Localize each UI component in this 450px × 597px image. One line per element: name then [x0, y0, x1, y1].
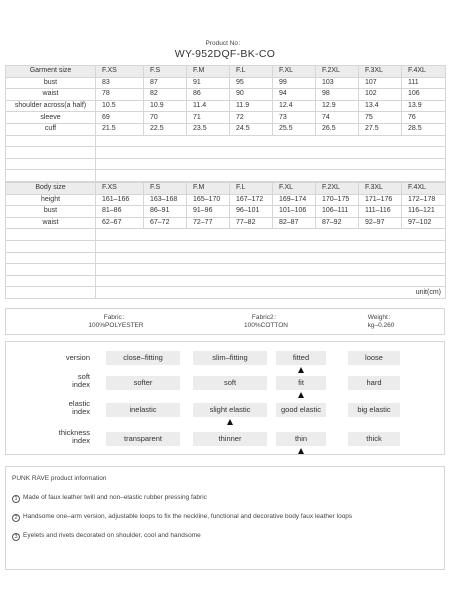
item-number-badge: 3	[12, 533, 20, 541]
size-header-cell: F.XL	[273, 66, 316, 78]
version-option-2: slim–fitting	[193, 351, 267, 365]
measure-value-cell: 96–101	[230, 206, 273, 218]
measure-value-cell: 97–102	[402, 217, 446, 229]
measure-value-cell: 78	[96, 89, 144, 101]
elastic-option-2: slight elastic	[193, 403, 267, 417]
measure-value-cell: 106	[402, 89, 446, 101]
empty-cell	[6, 229, 96, 241]
table-row	[6, 217, 446, 229]
fabric1-label: Fabric：	[103, 314, 129, 321]
thickness-option-2: thinner	[193, 432, 267, 446]
measure-value-cell: 99	[273, 77, 316, 89]
measure-value-cell: 111–116	[359, 206, 402, 218]
measure-value-cell: 67–72	[144, 217, 187, 229]
measure-value-cell: 98	[316, 89, 359, 101]
empty-table-row	[6, 147, 446, 159]
measure-value-cell: 91	[187, 77, 230, 89]
empty-cell	[96, 135, 446, 147]
empty-table-row	[6, 229, 446, 241]
measure-value-cell: 72	[230, 112, 273, 124]
measure-value-cell: 74	[316, 112, 359, 124]
measure-label-cell: cuff	[6, 123, 96, 135]
empty-cell	[96, 264, 446, 276]
table-title-cell: Garment size	[6, 66, 96, 78]
measure-value-cell: 165–170	[187, 194, 230, 206]
measure-value-cell: 81–86	[96, 206, 144, 218]
measure-value-cell: 25.5	[273, 123, 316, 135]
measure-value-cell: 92–97	[359, 217, 402, 229]
measure-value-cell: 169–174	[273, 194, 316, 206]
measure-value-cell: 69	[96, 112, 144, 124]
measure-value-cell: 91–96	[187, 206, 230, 218]
item-number-badge: 2	[12, 514, 20, 522]
empty-cell	[96, 240, 446, 252]
table-row	[6, 123, 446, 135]
empty-cell	[96, 229, 446, 241]
empty-cell	[96, 275, 446, 287]
measure-value-cell: 95	[230, 77, 273, 89]
measure-value-cell: 163–168	[144, 194, 187, 206]
measure-label-cell: height	[6, 194, 96, 206]
fabric2-label: Fabric2：	[251, 314, 281, 321]
soft-index-row	[6, 372, 446, 390]
product-code: WY-952DQF-BK-CO	[174, 48, 276, 60]
soft-option-3: fit	[276, 376, 326, 390]
measure-value-cell: 161–166	[96, 194, 144, 206]
empty-table-row	[6, 170, 446, 182]
empty-cell	[96, 147, 446, 159]
measure-value-cell: 13.9	[402, 100, 446, 112]
empty-table-row	[6, 287, 446, 299]
size-header-cell: F.XS	[96, 183, 144, 195]
measure-value-cell: 86	[187, 89, 230, 101]
empty-cell	[96, 252, 446, 264]
fabric1-value: 100%POLYESTER	[88, 322, 144, 329]
measure-value-cell: 86–91	[144, 206, 187, 218]
info-title: PUNK RAVE product information	[12, 475, 107, 482]
empty-cell	[6, 275, 96, 287]
measure-label-cell: sleeve	[6, 112, 96, 124]
size-header-cell: F.3XL	[359, 183, 402, 195]
table-row	[6, 112, 446, 124]
measure-value-cell: 12.4	[273, 100, 316, 112]
weight-info	[311, 314, 450, 330]
measure-value-cell: 11.4	[187, 100, 230, 112]
empty-cell	[96, 158, 446, 170]
soft-option-4: hard	[348, 376, 400, 390]
measure-value-cell: 75	[359, 112, 402, 124]
measure-value-cell: 13.4	[359, 100, 402, 112]
table-header-row	[6, 183, 446, 195]
empty-table-row	[6, 240, 446, 252]
item-number-badge: 1	[12, 495, 20, 503]
selected-indicator-icon	[227, 419, 233, 425]
garment-size-table	[5, 65, 446, 182]
empty-cell	[6, 135, 96, 147]
table-row	[6, 77, 446, 89]
elastic-index-label-line1: elastic	[68, 399, 90, 408]
measure-value-cell: 10.5	[96, 100, 144, 112]
version-option-3: fitted	[276, 351, 326, 365]
measure-value-cell: 106–111	[316, 206, 359, 218]
measure-value-cell: 23.5	[187, 123, 230, 135]
thickness-option-3: thin	[276, 432, 326, 446]
version-row	[6, 351, 446, 365]
measure-value-cell: 90	[230, 89, 273, 101]
measure-value-cell: 103	[316, 77, 359, 89]
unit-label: unit(cm)	[96, 287, 446, 299]
measure-value-cell: 94	[273, 89, 316, 101]
weight-value: kg–0.260	[367, 322, 395, 329]
thickness-option-1: transparent	[106, 432, 180, 446]
measure-value-cell: 82	[144, 89, 187, 101]
measure-value-cell: 28.5	[402, 123, 446, 135]
measure-value-cell: 62–67	[96, 217, 144, 229]
size-header-cell: F.XL	[273, 183, 316, 195]
size-header-cell: F.3XL	[359, 66, 402, 78]
info-item-text: Eyelets and rivets decorated on shoulder, cool and handsome	[23, 532, 201, 539]
empty-cell	[6, 147, 96, 159]
product-number-label: Product No：	[205, 40, 245, 47]
measure-value-cell: 21.5	[96, 123, 144, 135]
size-header-cell: F.4XL	[402, 183, 446, 195]
soft-index-label-line1: soft	[77, 372, 90, 381]
empty-cell	[96, 170, 446, 182]
measure-value-cell: 24.5	[230, 123, 273, 135]
info-item-text: Handsome one–arm version, adjustable loops to fix the neckline, functional and decorative body faux leather loops	[23, 513, 353, 520]
table-header-row	[6, 66, 446, 78]
measure-value-cell: 87	[144, 77, 187, 89]
body-size-table	[5, 182, 446, 299]
info-item-text: Made of faux leather twill and non–elastic rubber pressing fabric	[23, 494, 207, 501]
size-header-cell: F.M	[187, 66, 230, 78]
measure-value-cell: 83	[96, 77, 144, 89]
soft-index-label-line2: index	[72, 380, 90, 389]
size-header-cell: F.S	[144, 66, 187, 78]
table-row	[6, 89, 446, 101]
thickness-index-label-line1: thickness	[58, 428, 90, 437]
size-header-cell: F.L	[230, 183, 273, 195]
table-row	[6, 100, 446, 112]
weight-label: Weight：	[367, 314, 395, 321]
version-option-4: loose	[348, 351, 400, 365]
table-row	[6, 194, 446, 206]
measure-value-cell: 77–82	[230, 217, 273, 229]
elastic-option-3: good elastic	[276, 403, 326, 417]
empty-cell	[6, 252, 96, 264]
version-option-1: close–fitting	[106, 351, 180, 365]
measure-label-cell: bust	[6, 77, 96, 89]
elastic-index-row	[6, 399, 446, 417]
measure-value-cell: 170–175	[316, 194, 359, 206]
fit-properties-panel	[5, 341, 445, 455]
empty-table-row	[6, 264, 446, 276]
measure-value-cell: 26.5	[316, 123, 359, 135]
empty-table-row	[6, 135, 446, 147]
table-title-cell: Body size	[6, 183, 96, 195]
measure-label-cell: waist	[6, 89, 96, 101]
elastic-option-4: big elastic	[348, 403, 400, 417]
empty-cell	[6, 287, 96, 299]
measure-value-cell: 172–178	[402, 194, 446, 206]
selected-indicator-icon	[298, 367, 304, 373]
size-header-cell: F.L	[230, 66, 273, 78]
info-item-1	[12, 494, 207, 503]
version-label: version	[65, 353, 90, 362]
elastic-index-label-line2: index	[72, 407, 90, 416]
measure-value-cell: 71	[187, 112, 230, 124]
thickness-option-4: thick	[348, 432, 400, 446]
size-header-cell: F.2XL	[316, 183, 359, 195]
size-header-cell: F.4XL	[402, 66, 446, 78]
measure-value-cell: 70	[144, 112, 187, 124]
info-item-3	[12, 532, 201, 541]
selected-indicator-icon	[298, 448, 304, 454]
measure-value-cell: 101–106	[273, 206, 316, 218]
size-header-cell: F.M	[187, 183, 230, 195]
measure-label-cell: shoulder across(a half)	[6, 100, 96, 112]
thickness-index-label-line2: index	[72, 436, 90, 445]
measure-label-cell: waist	[6, 217, 96, 229]
product-information-panel	[5, 466, 445, 570]
empty-cell	[6, 170, 96, 182]
measure-value-cell: 102	[359, 89, 402, 101]
measure-value-cell: 171–176	[359, 194, 402, 206]
thickness-index-label	[6, 429, 90, 445]
measure-value-cell: 111	[402, 77, 446, 89]
measure-value-cell: 82–87	[273, 217, 316, 229]
measure-value-cell: 72–77	[187, 217, 230, 229]
measure-value-cell: 11.9	[230, 100, 273, 112]
empty-cell	[6, 264, 96, 276]
measure-value-cell: 10.9	[144, 100, 187, 112]
info-item-2	[12, 513, 352, 522]
measure-value-cell: 107	[359, 77, 402, 89]
measure-value-cell: 27.5	[359, 123, 402, 135]
soft-index-label	[6, 373, 90, 389]
table-row	[6, 206, 446, 218]
size-header-cell: F.S	[144, 183, 187, 195]
size-header-cell: F.XS	[96, 66, 144, 78]
measure-value-cell: 116–121	[402, 206, 446, 218]
empty-table-row	[6, 275, 446, 287]
fabric-panel	[5, 308, 445, 335]
soft-option-2: soft	[193, 376, 267, 390]
empty-cell	[6, 240, 96, 252]
elastic-index-label	[6, 400, 90, 416]
selected-indicator-icon	[298, 392, 304, 398]
empty-table-row	[6, 252, 446, 264]
measure-value-cell: 87–92	[316, 217, 359, 229]
elastic-option-1: inelastic	[106, 403, 180, 417]
empty-cell	[6, 158, 96, 170]
measure-value-cell: 22.5	[144, 123, 187, 135]
measure-value-cell: 73	[273, 112, 316, 124]
measure-value-cell: 76	[402, 112, 446, 124]
size-header-cell: F.2XL	[316, 66, 359, 78]
empty-table-row	[6, 158, 446, 170]
fabric1-info	[46, 314, 186, 330]
measure-value-cell: 12.9	[316, 100, 359, 112]
measure-label-cell: bust	[6, 206, 96, 218]
measure-value-cell: 167–172	[230, 194, 273, 206]
product-header	[0, 40, 450, 60]
soft-option-1: softer	[106, 376, 180, 390]
fabric2-value: 100%COTTON	[244, 322, 288, 329]
thickness-index-row	[6, 428, 446, 446]
